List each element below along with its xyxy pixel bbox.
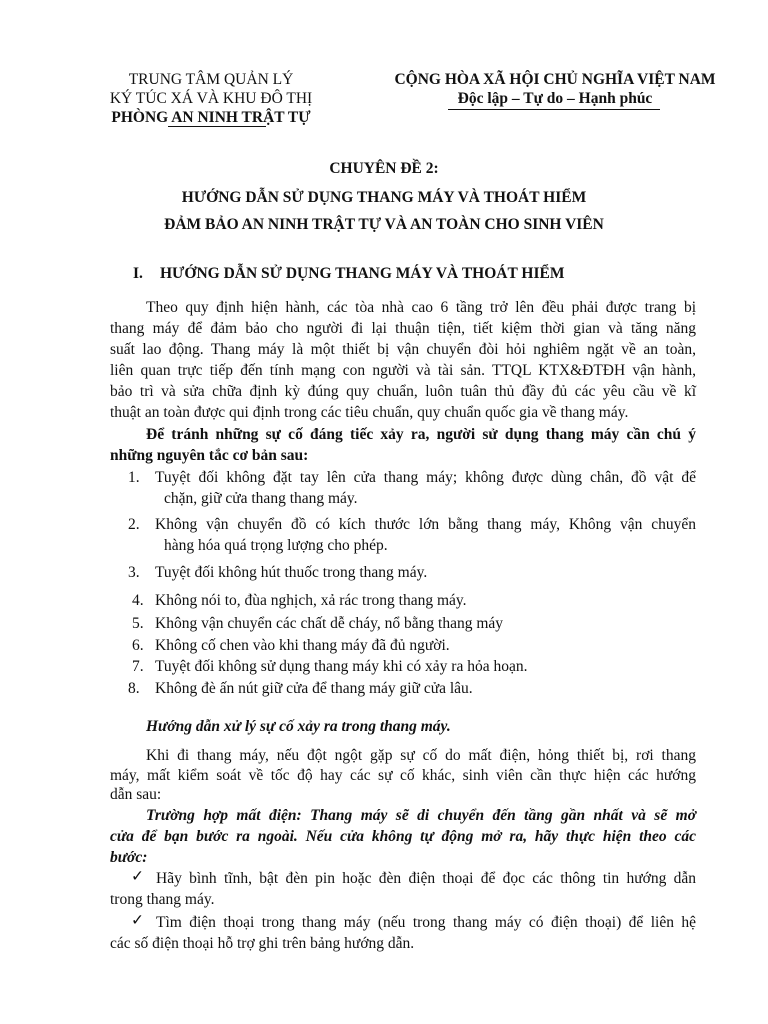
- step-item: [110, 868, 696, 910]
- power-outage-label: Trường hợp mất điện:: [146, 807, 302, 824]
- rules-intro-line: những nguyên tắc cơ bản sau:: [110, 447, 309, 464]
- rule-number: 2.: [128, 516, 140, 533]
- country-name: CỘNG HÒA XÃ HỘI CHỦ NGHĨA VIỆT NAM: [394, 71, 716, 88]
- power-outage-case: [110, 805, 696, 868]
- rule-text: Không vận chuyển đồ có kích thước lớn bằng thang máy, Không vận chuyển: [155, 516, 696, 533]
- rule-text: hàng hóa quá trọng lượng cho phép.: [164, 537, 388, 554]
- step-line: trong thang máy.: [110, 891, 215, 908]
- rule-number: 7.: [132, 658, 144, 675]
- title-line-2: ĐẢM BẢO AN NINH TRẬT TỰ VÀ AN TOÀN CHO SINH VIÊN: [164, 216, 604, 233]
- power-outage-line: bước:: [110, 849, 148, 866]
- checkmark-icon: ✓: [131, 912, 144, 929]
- rule-number: 4.: [132, 592, 144, 609]
- title-line-1: HƯỚNG DẪN SỬ DỤNG THANG MÁY VÀ THOÁT HIỂM: [181, 189, 587, 206]
- paragraph-line: bảo trì và sửa chữa định kỳ đúng quy chuẩn, luôn tuân thủ đầy đủ các yêu cầu về kĩ: [110, 383, 696, 400]
- rule-text: Không vận chuyển các chất dễ cháy, nổ bằng thang máy: [155, 615, 504, 632]
- rule-number: 1.: [128, 469, 140, 486]
- power-outage-line: cửa để bạn bước ra ngoài. Nếu cửa không tự động mở ra, hãy thực hiện theo các: [110, 828, 696, 845]
- paragraph-line: dẫn sau:: [110, 786, 162, 803]
- department-underline: [168, 126, 266, 127]
- agency-line-1: TRUNG TÂM QUẢN LÝ: [128, 71, 294, 88]
- department-text: PHÒNG AN NINH TRẬT TỰ: [111, 109, 311, 126]
- rule-text: Tuyệt đối không hút thuốc trong thang máy.: [155, 564, 428, 581]
- national-motto: Độc lập – Tự do – Hạnh phúc: [457, 90, 653, 107]
- incident-paragraph: [110, 745, 696, 804]
- rule-text: Tuyệt đối không đặt tay lên cửa thang máy; không được dùng chân, đồ vật để: [155, 469, 696, 486]
- section-heading: HƯỚNG DẪN SỬ DỤNG THANG MÁY VÀ THOÁT HIỂM: [160, 265, 565, 282]
- paragraph-line: Theo quy định hiện hành, các tòa nhà cao 6 tầng trở lên đều phải được trang bị: [146, 299, 696, 316]
- step-line: các số điện thoại hỗ trợ ghi trên bảng hướng dẫn.: [110, 935, 415, 952]
- paragraph-line: máy, mất kiểm soát về tốc độ hay các sự cố khác, sinh viên cần thực hiện các hướng: [110, 767, 696, 784]
- checkmark-icon: ✓: [131, 868, 144, 885]
- rule-text: Không đè ấn nút giữ cửa để thang máy giữ cửa lâu.: [155, 680, 473, 697]
- topic-title: CHUYÊN ĐỀ 2:: [329, 160, 439, 177]
- paragraph-line: suất lao động. Thang máy là một thiết bị vận chuyển đòi hỏi nghiêm ngặt về an toàn,: [110, 341, 696, 358]
- paragraph-line: thuật an toàn được qui định trong các tiêu chuẩn, quy chuẩn quốc gia về thang máy.: [110, 404, 629, 421]
- motto-underline: [448, 109, 660, 110]
- rule-number: 5.: [132, 615, 144, 632]
- agency-line-2: KÝ TÚC XÁ VÀ KHU ĐÔ THỊ: [109, 90, 313, 107]
- rules-intro-line: Để tránh những sự cố đáng tiếc xảy ra, người sử dụng thang máy cần chú ý: [146, 426, 696, 443]
- power-outage-text: Thang máy sẽ di chuyển đến tầng gần nhất và sẽ mở: [301, 807, 697, 824]
- paragraph-line: liên quan trực tiếp đến tính mạng con người và tài sản. TTQL KTX&ĐTĐH vận hành,: [110, 362, 696, 379]
- agency-header: [95, 70, 327, 127]
- rules-intro: [110, 424, 696, 466]
- rule-text: Không cố chen vào khi thang máy đã đủ người.: [155, 637, 450, 654]
- rule-text: Tuyệt đối không sử dụng thang máy khi có xảy ra hỏa hoạn.: [155, 658, 528, 675]
- step-line: Hãy bình tĩnh, bật đèn pin hoặc đèn điện thoại để đọc các thông tin hướng dẫn: [156, 870, 696, 887]
- step-item: [110, 912, 696, 954]
- rule-number: 3.: [128, 564, 140, 581]
- paragraph-line: thang máy để đảm bảo cho người đi lại thuận tiện, tiết kiệm thời gian và tăng năng: [110, 320, 696, 337]
- section-number: I.: [133, 265, 143, 282]
- paragraph-line: Khi đi thang máy, nếu đột ngột gặp sự cố do mất điện, hỏng thiết bị, rơi thang: [146, 747, 696, 764]
- step-line: Tìm điện thoại trong thang máy (nếu trong thang máy có điện thoại) để liên hệ: [156, 914, 696, 931]
- rule-text: chặn, giữ cửa thang thang máy.: [164, 490, 358, 507]
- department-name: [95, 108, 327, 127]
- power-outage-line: [110, 805, 696, 826]
- rule-number: 8.: [128, 680, 140, 697]
- rule-text: Không nói to, đùa nghịch, xả rác trong thang máy.: [155, 592, 467, 609]
- intro-paragraph: [110, 297, 696, 423]
- rule-number: 6.: [132, 637, 144, 654]
- national-header: [376, 70, 734, 108]
- incident-heading: Hướng dẫn xử lý sự cố xảy ra trong thang máy.: [146, 718, 451, 735]
